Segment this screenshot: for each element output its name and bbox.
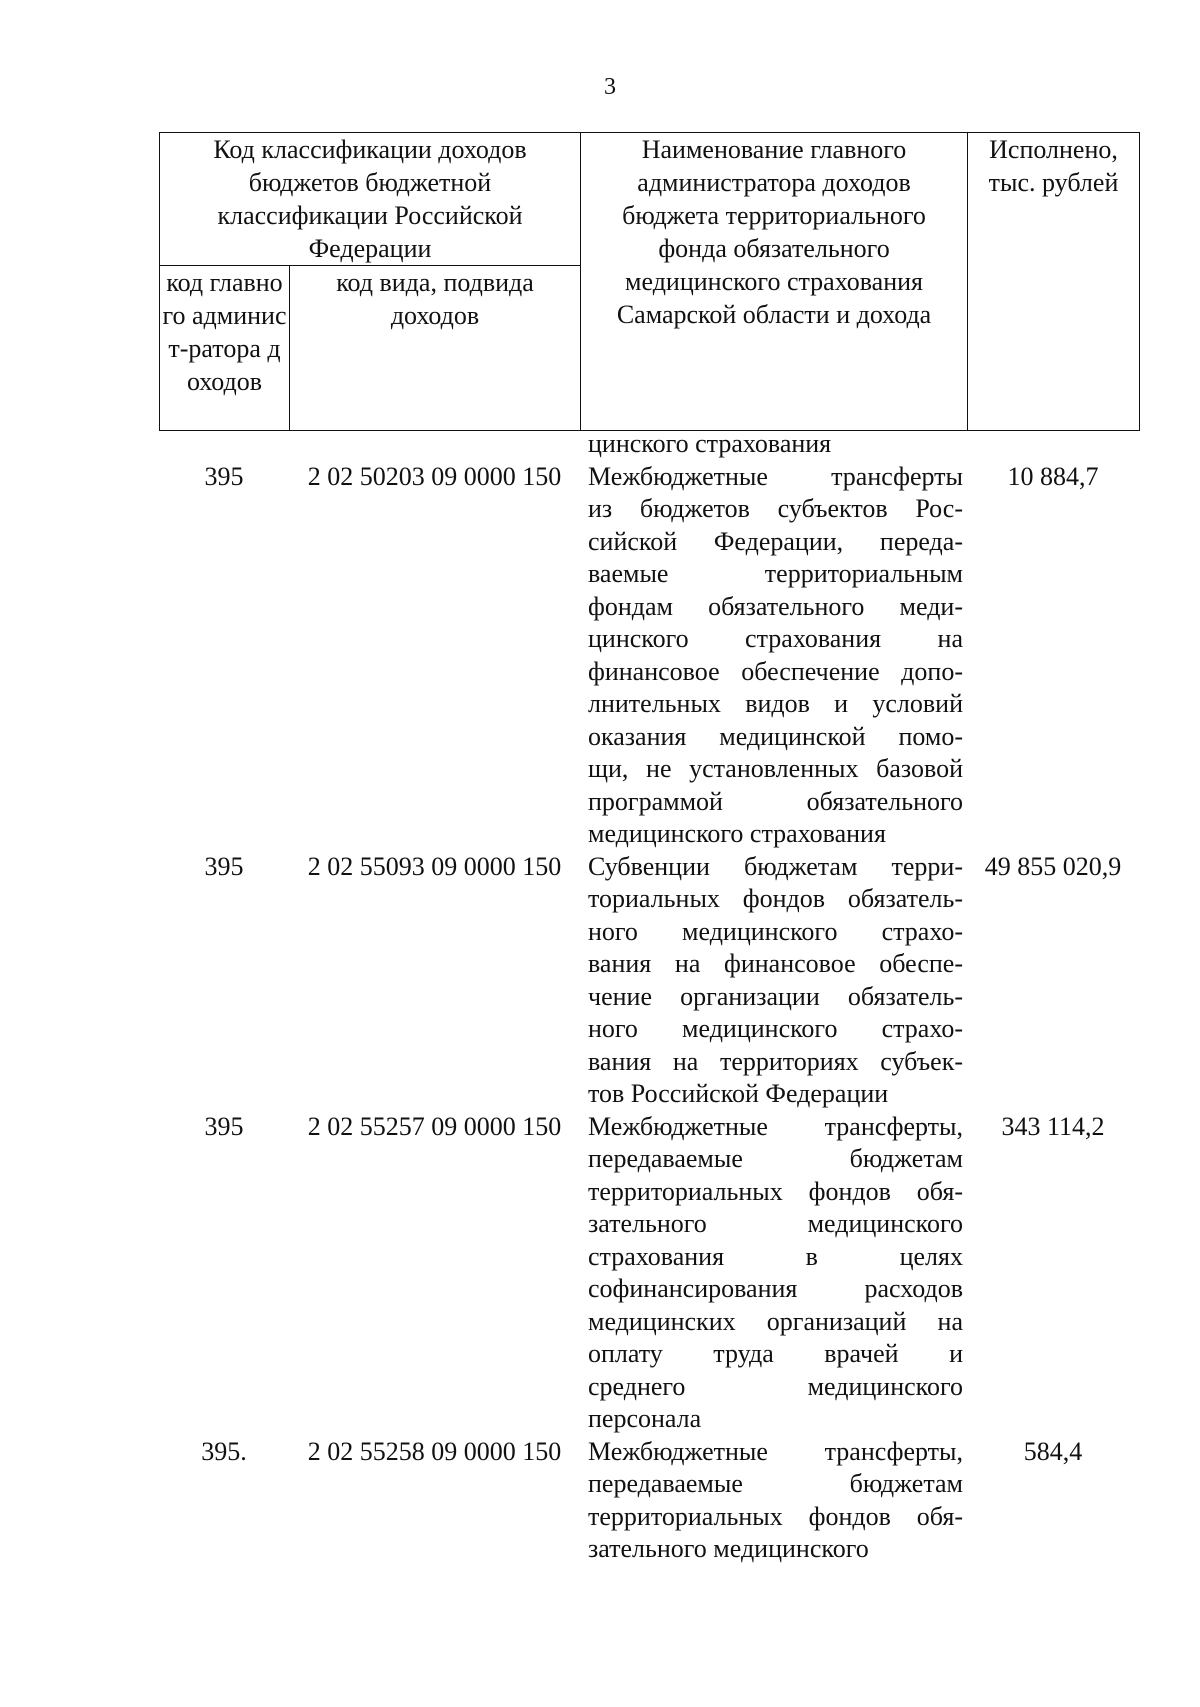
income-name-line: программой обязательного (588, 786, 963, 816)
header-name: Наименование главного администратора доходов бюджета территориального фонда обязательного медицинского страхования Самарской области и дохода (581, 133, 968, 431)
income-name-line: финансовое обеспечение допо- (588, 656, 963, 686)
income-name-line: цинского страхования на (588, 624, 963, 653)
header-amount: Исполнено, тыс. рублей (968, 133, 1140, 431)
page-number: 3 (604, 74, 616, 100)
income-name-line: медицинского страхования (588, 819, 886, 848)
amount-cell: 343 114,2 (1001, 1111, 1105, 1141)
income-name-line: тов Российской Федерации (588, 1079, 889, 1108)
income-name-line: медицинских организаций на (588, 1306, 963, 1336)
income-name-line: ваемые территориальным (588, 559, 963, 588)
income-name-line: Субвенции бюджетам терри- (588, 851, 963, 881)
amount-cell: 584,4 (1023, 1436, 1083, 1466)
income-name-line: ного медицинского страхо- (588, 916, 963, 946)
income-name-line: ного медицинского страхо- (588, 1014, 963, 1043)
kbk-code-cell: 2 02 55093 09 0000 150 (307, 851, 562, 881)
income-name-line: Межбюджетные трансферты, (588, 1436, 963, 1466)
kbk-code-cell: 2 02 50203 09 0000 150 (307, 461, 562, 491)
income-name-line: ториальных фондов обязатель- (588, 884, 963, 913)
kbk-code-cell: 2 02 55258 09 0000 150 (307, 1436, 562, 1466)
income-name-line: сийской Федерации, переда- (588, 526, 963, 556)
income-name-line: лнительных видов и условий (588, 689, 963, 718)
admin-code-cell: 395. (201, 1436, 247, 1466)
table-header (159, 132, 1140, 431)
admin-code-cell: 395 (204, 1111, 244, 1141)
admin-code-cell: 395 (204, 851, 244, 881)
income-name-cell (580, 851, 967, 1111)
income-name-line: персонала (588, 1404, 702, 1433)
income-name-line: вания на территориях субъек- (588, 1046, 963, 1076)
income-name-cell (580, 1436, 967, 1566)
income-name-line: территориальных фондов обя- (588, 1501, 963, 1531)
income-name-line: Межбюджетные трансферты, (588, 1111, 963, 1141)
admin-code-cell: 395 (204, 461, 244, 491)
income-name-line: фондам обязательного меди- (588, 591, 963, 621)
table-row (159, 851, 1139, 1111)
continuation-text: цинского страхования (588, 429, 832, 458)
income-name-line: страхования в целях (588, 1241, 963, 1271)
header-kbk-code: код вида, подвида доходов (290, 266, 581, 431)
table-row (159, 461, 1139, 851)
header-classification-group: Код классификации доходов бюджетов бюджетной классификации Российской Федерации (160, 133, 581, 266)
header-admin-code: код главного админист-ратора доходов (160, 266, 290, 431)
income-name-line: оплату труда врачей и (588, 1339, 963, 1368)
income-name-line: из бюджетов субъектов Рос- (588, 494, 963, 523)
income-name-line: передаваемые бюджетам (588, 1469, 963, 1498)
income-table (159, 428, 1139, 1566)
income-name-line: софинансирования расходов (588, 1274, 963, 1303)
kbk-code-cell: 2 02 55257 09 0000 150 (307, 1111, 562, 1141)
amount-cell: 49 855 020,9 (984, 851, 1122, 881)
income-name-line: зательного медицинского (588, 1534, 869, 1563)
income-name-line: вания на финансовое обеспе- (588, 949, 963, 978)
income-name-line: оказания медицинской помо- (588, 721, 963, 751)
table-row (159, 1436, 1139, 1566)
income-name-line: зательного медицинского (588, 1209, 963, 1238)
income-name-line: Межбюджетные трансферты (588, 461, 963, 491)
income-name-line: щи, не установленных базовой (588, 754, 963, 783)
table-row (159, 1111, 1139, 1436)
income-name-line: среднего медицинского (588, 1371, 963, 1401)
income-name-line: территориальных фондов обя- (588, 1176, 963, 1206)
income-name-line: передаваемые бюджетам (588, 1144, 963, 1173)
income-name-cell (580, 1111, 967, 1436)
amount-cell: 10 884,7 (1007, 461, 1099, 491)
continuation-row (159, 428, 1139, 461)
income-name-line: чение организации обязатель- (588, 981, 963, 1011)
income-name-cell (580, 461, 967, 851)
